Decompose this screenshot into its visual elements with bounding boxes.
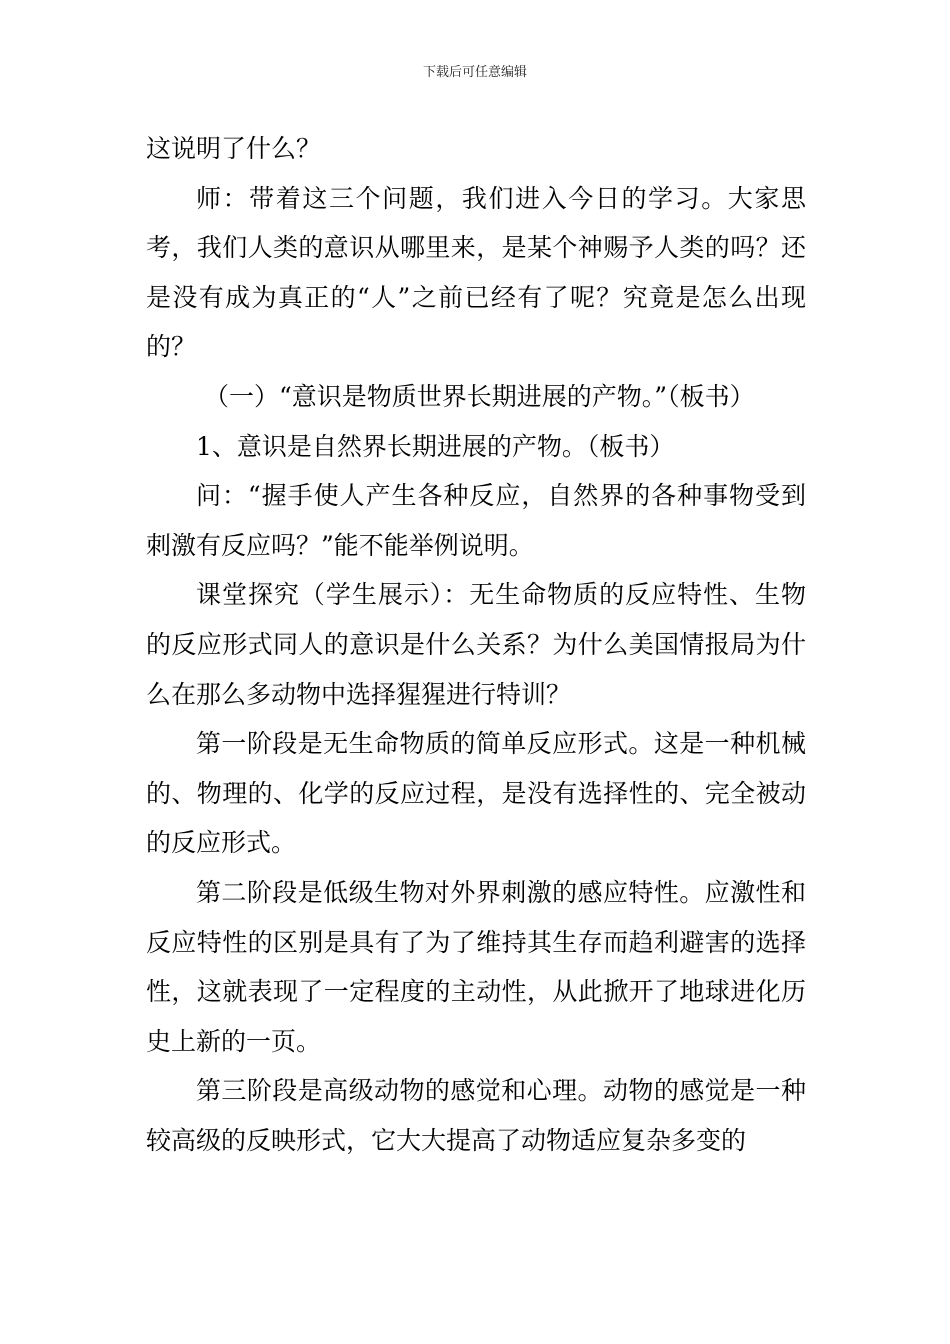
paragraph-subheading: 1、意识是自然界长期进展的产物。（板书） [196, 431, 675, 461]
paragraph-section-heading: （一）“意识是物质世界长期进展的产物。”（板书） [204, 381, 755, 411]
page-header: 下载后可任意编辑 [422, 65, 527, 80]
paragraph-continuation: 这说明了什么？ [146, 134, 322, 163]
paragraph-inquiry: 课堂探究（学生展示）：无生命物质的反应特性、生物的反应形式同人的意识是什么关系？为什么美国情报局为什么在那么多动物中选择猩猩进行特训？ [146, 580, 806, 709]
paragraph-question: 问：“握手使人产生各种反应，自然界的各种事物受到刺激有反应吗？”能不能举例说明。 [146, 481, 806, 560]
paragraph-stage-one: 第一阶段是无生命物质的简单反应形式。这是一种机械的、物理的、化学的反应过程，是没有选择性的、完全被动的反应形式。 [146, 729, 806, 858]
paragraph-stage-three: 第三阶段是高级动物的感觉和心理。动物的感觉是一种较高级的反映形式，它大大提高了动物适应复杂多变的 [146, 1076, 806, 1155]
document-body [146, 124, 806, 1165]
paragraph-stage-two: 第二阶段是低级生物对外界刺激的感应特性。应激性和反应特性的区别是具有了为了维持其生存而趋利避害的选择性，这就表现了一定程度的主动性，从此掀开了地球进化历史上新的一页。 [146, 877, 806, 1056]
paragraph-teacher-intro: 师：带着这三个问题，我们进入今日的学习。大家思考，我们人类的意识从哪里来，是某个神赐予人类的吗？还是没有成为真正的“人”之前已经有了呢？究竟是怎么出现的？ [146, 183, 806, 362]
